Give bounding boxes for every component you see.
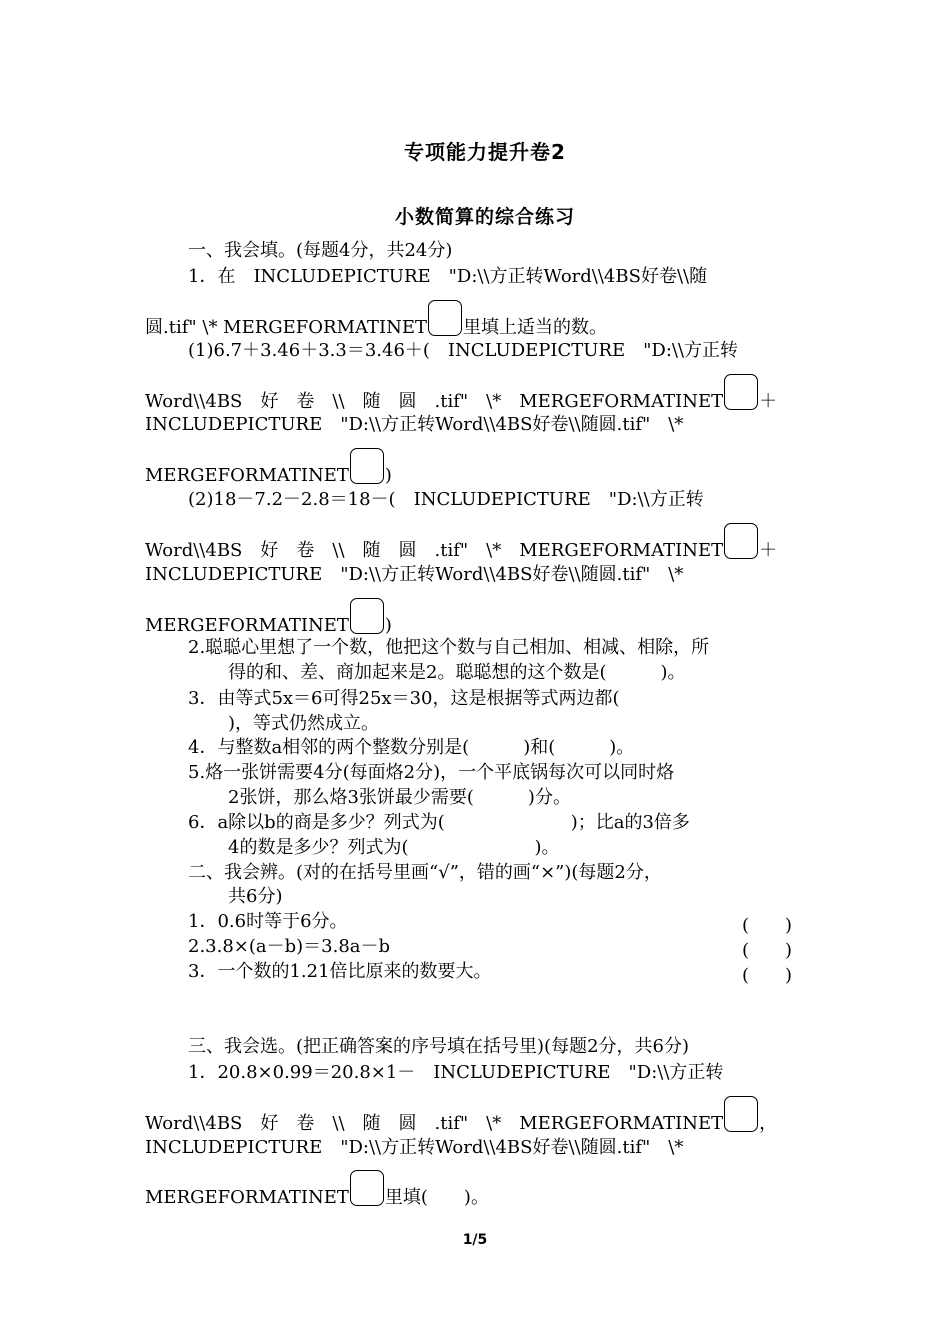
- page-number: 1/5: [462, 1232, 488, 1248]
- q1-p1-line3: INCLUDEPICTURE "D:\\方正转Word\\4BS好卷\\随圆.tif" \*: [145, 414, 684, 435]
- q1-p2-line3: INCLUDEPICTURE "D:\\方正转Word\\4BS好卷\\随圆.tif" \*: [145, 564, 684, 585]
- q3-line2: )，等式仍然成立。: [228, 713, 380, 734]
- answer-box[interactable]: [724, 1096, 758, 1132]
- q5-line2: 2张饼，那么烙3张饼最少需要( )分。: [228, 787, 571, 808]
- answer-box[interactable]: [350, 1170, 384, 1206]
- q2-line2: 得的和、差、商加起来是2。聪聪想的这个数是( )。: [228, 662, 686, 683]
- s3-q1-line3: INCLUDEPICTURE "D:\\方正转Word\\4BS好卷\\随圆.tif" \*: [145, 1137, 684, 1158]
- q1-p1-line2: Word\\4BS 好 卷 \\ 随 圆 .tif" \* MERGEFORMATINET ＋: [145, 374, 777, 413]
- page-title: 专项能力提升卷2: [404, 140, 566, 164]
- s3-q1-line2: Word\\4BS 好 卷 \\ 随 圆 .tif" \* MERGEFORMATINET ，: [145, 1096, 777, 1135]
- section2-heading-line1: 二、我会辨。(对的在括号里画“√”，错的画“×”)(每题2分，: [188, 862, 662, 883]
- judge-paren-2[interactable]: ( ): [742, 940, 793, 961]
- judge-paren-1[interactable]: ( ): [742, 915, 793, 936]
- answer-box[interactable]: [350, 448, 384, 484]
- q1-p2-line1: (2)18－7.2－2.8＝18－( INCLUDEPICTURE "D:\\方正转: [188, 489, 704, 510]
- page-subtitle: 小数简算的综合练习: [394, 206, 575, 228]
- judge-item-1: 1．0.6时等于6分。: [188, 911, 348, 932]
- section1-heading: 一、我会填。(每题4分，共24分): [188, 240, 453, 261]
- judge-paren-3[interactable]: ( ): [742, 965, 793, 986]
- s3-q1-line1: 1．20.8×0.99＝20.8×1－ INCLUDEPICTURE "D:\\方正转: [188, 1062, 724, 1083]
- judge-item-2: 2.3.8×(a－b)＝3.8a－b: [188, 936, 391, 957]
- q6-line1: 6．a除以b的商是多少？列式为( )；比a的3倍多: [188, 812, 690, 833]
- answer-box[interactable]: [428, 300, 462, 336]
- q1-intro-line1: 1．在 INCLUDEPICTURE "D:\\方正转Word\\4BS好卷\\随: [188, 266, 708, 287]
- s3-q1-line4: MERGEFORMATINET 里填( )。: [145, 1170, 489, 1209]
- q3-line1: 3．由等式5x＝6可得25x＝30，这是根据等式两边都(: [188, 688, 620, 709]
- q5-line1: 5.烙一张饼需要4分(每面烙2分)，一个平底锅每次可以同时烙: [188, 762, 675, 783]
- answer-box[interactable]: [724, 374, 758, 410]
- q1-p1-line4: MERGEFORMATINET ): [145, 448, 392, 487]
- q1-p1-line1: (1)6.7＋3.46＋3.3＝3.46＋( INCLUDEPICTURE "D:\\方正转: [188, 340, 739, 361]
- q4-line: 4．与整数a相邻的两个整数分别是( )和( )。: [188, 737, 635, 758]
- q2-line1: 2.聪聪心里想了一个数，他把这个数与自己相加、相减、相除，所: [188, 637, 710, 658]
- q1-intro-line2: 圆.tif" \* MERGEFORMATINET 里填上适当的数。: [145, 300, 607, 339]
- q1-p2-line4: MERGEFORMATINET ): [145, 598, 392, 637]
- section3-heading: 三、我会选。(把正确答案的序号填在括号里)(每题2分，共6分): [188, 1036, 689, 1057]
- answer-box[interactable]: [724, 523, 758, 559]
- q6-line2: 4的数是多少？列式为( )。: [228, 837, 560, 858]
- answer-box[interactable]: [350, 598, 384, 634]
- q1-p2-line2: Word\\4BS 好 卷 \\ 随 圆 .tif" \* MERGEFORMATINET ＋: [145, 523, 777, 562]
- judge-item-3: 3．一个数的1.21倍比原来的数要大。: [188, 961, 492, 982]
- section2-heading-line2: 共6分): [228, 886, 283, 907]
